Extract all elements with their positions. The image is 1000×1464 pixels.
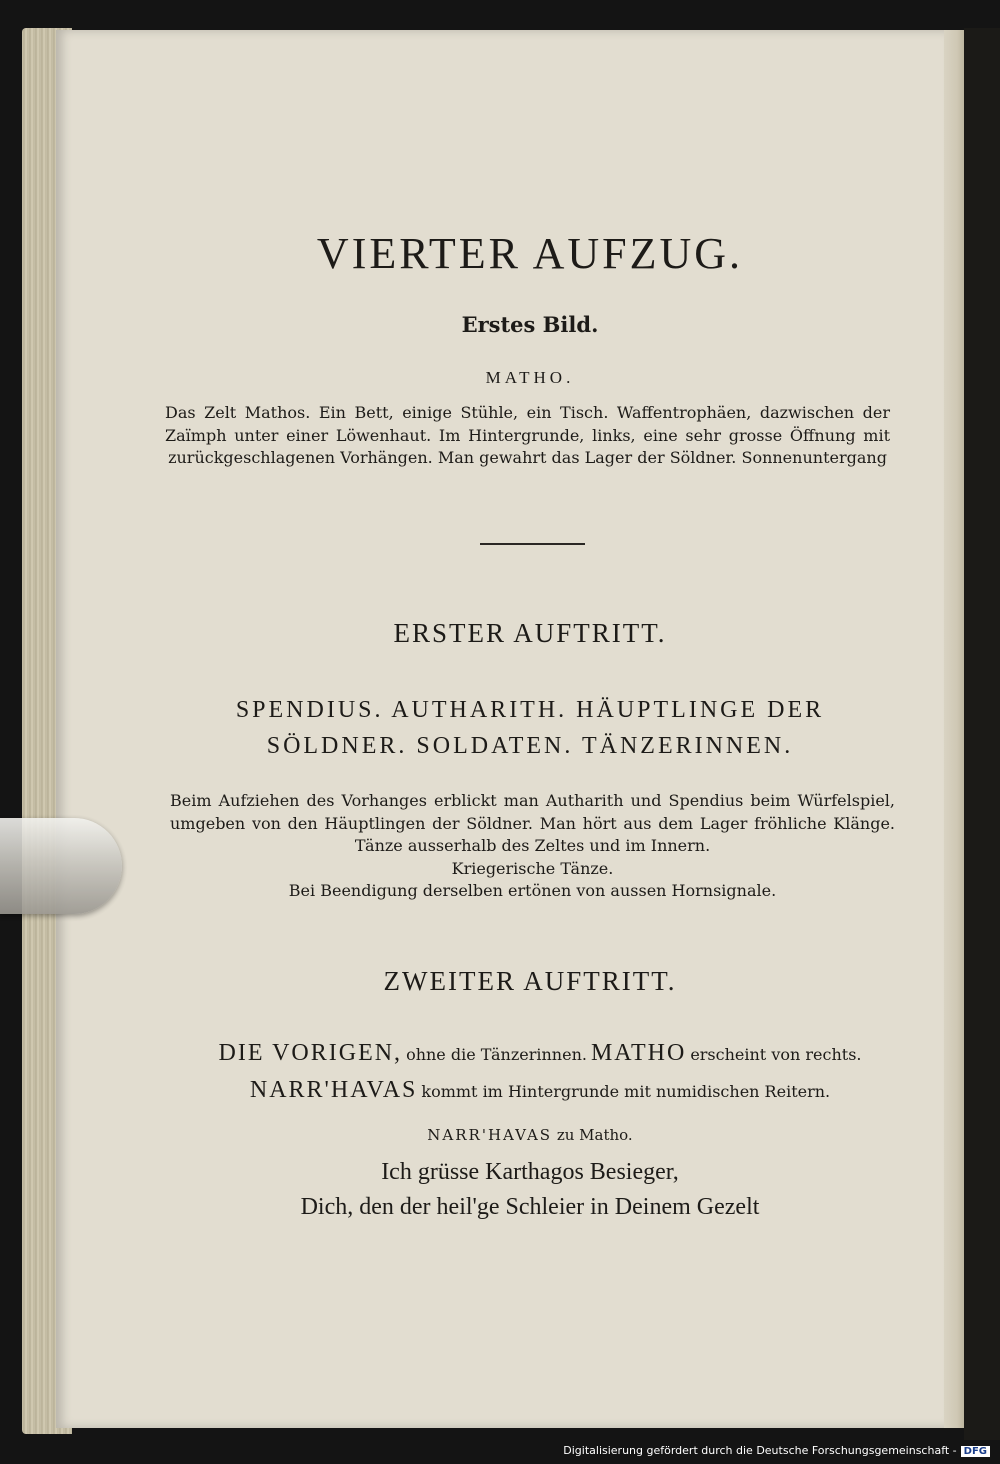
section-divider <box>480 543 585 545</box>
verse <box>170 1155 890 1225</box>
stage-direction-2-dances: Kriegerische Tänze. <box>451 858 614 878</box>
persons-narrhavas-note: kommt im Hintergrunde mit numidischen Reitern. <box>421 1082 831 1101</box>
dfg-logo: DFG <box>961 1446 990 1457</box>
book-clip <box>0 818 122 914</box>
persons-matho-note: erscheint von rechts. <box>690 1045 862 1064</box>
persons-matho: MATHO <box>590 1040 687 1066</box>
stage-direction-1: Das Zelt Mathos. Ein Bett, einige Stühle, ein Tisch. Waffentrophäen, dazwischen der Zaïmph unter einer Löwenhaut. Im Hintergrunde, links, eine sehr grosse Öffnung mit zurückgeschlagenen Vorhängen. Man gewahrt das Lager der Söldner. Sonnenuntergang <box>165 403 890 467</box>
digitization-footer <box>560 1444 990 1457</box>
persons-narrhavas: NARR'HAVAS <box>249 1077 418 1103</box>
persons-row-2 <box>170 1073 910 1110</box>
speaker-line <box>170 1126 890 1144</box>
footer-text: Digitalisierung gefördert durch die Deutsche Forschungsgemeinschaft - <box>563 1444 957 1457</box>
verse-line-1: Ich grüsse Karthagos Besieger, <box>381 1159 679 1185</box>
speaker-note: zu Matho. <box>556 1126 633 1144</box>
persons-line-1: SPENDIUS. AUTHARITH. HÄUPTLINGE DER <box>235 697 825 723</box>
persons-previous: DIE VORIGEN, <box>218 1040 403 1066</box>
speaker-name: NARR'HAVAS <box>427 1126 553 1144</box>
persons-previous-note: ohne die Tänzerinnen. <box>406 1045 587 1064</box>
act-title: VIERTER AUFZUG. <box>316 229 744 278</box>
stage-direction-2 <box>170 790 895 903</box>
verse-line-2: Dich, den der heil'ge Schleier in Deinem Gezelt <box>300 1194 760 1220</box>
persons-row-1 <box>170 1036 910 1073</box>
persons-line-2: SÖLDNER. SOLDATEN. TÄNZERINNEN. <box>266 733 794 759</box>
first-appearance-title: ERSTER AUFTRITT. <box>393 618 667 648</box>
second-appearance-persons <box>170 1036 910 1110</box>
scene-name: MATHO. <box>485 368 575 387</box>
book-binding <box>964 28 1000 1440</box>
stage-direction-2-signals: Bei Beendigung derselben ertönen von aussen Hornsignale. <box>288 881 777 900</box>
scene-title: Erstes Bild. <box>461 312 599 337</box>
first-appearance-persons <box>170 692 890 764</box>
stage-direction-2-main: Beim Aufziehen des Vorhanges erblickt man Autharith und Spendius beim Würfelspiel, umgeben von den Häuptlingen der Söldner. Man hört aus dem Lager fröhliche Klänge. Tänze ausserhalb des Zeltes und im Innern. <box>170 791 895 855</box>
second-appearance-title: ZWEITER AUFTRITT. <box>383 966 677 996</box>
page-gutter <box>944 30 966 1428</box>
